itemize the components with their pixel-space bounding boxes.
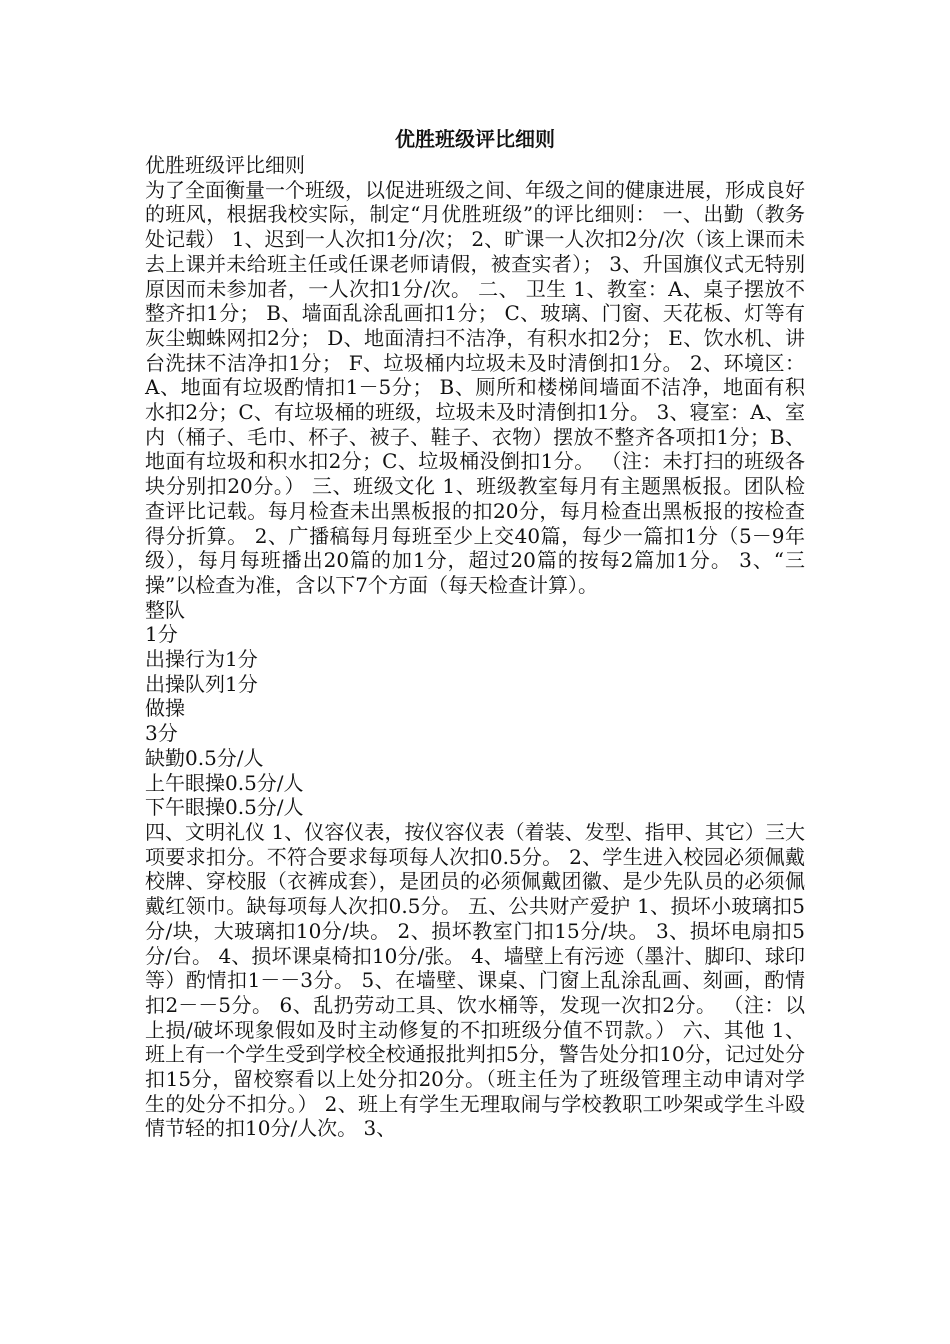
paragraph-intro: 为了全面衡量一个班级，以促进班级之间、年级之间的健康进展，形成良好的班风，根据我校实际，制定“月优胜班级”的评比细则： 一、出勤（教务处记载） 1、迟到一人次扣1分/次； 2、旷课一人次扣2分/次（该上课而未去上课并未给班主任或任课老师请假，被查实者）； 3、升国旗仪式无特别原因而未参加者，一人次扣1分/次。 二、 卫生 1、教室：A、桌子摆放不整齐扣1分； B、墙面乱涂乱画扣1分； C、玻璃、门窗、天花板、灯等有灰尘蜘蛛网扣2分； D、地面清扫不洁净，有积水扣2分； E、饮水机、讲台洗抹不洁净扣1分； F、垃圾桶内垃圾未及时清倒扣1分。 2、环境区：A、地面有垃圾酌情扣1－5分； B、厕所和楼梯间墙面不洁净，地面有积水扣2分；C、有垃圾桶的班级，垃圾未及时清倒扣1分。 3、寝室：A、室内（桶子、毛巾、杯子、被子、鞋子、衣物）摆放不整齐各项扣1分；B、地面有垃圾和积水扣2分；C、垃圾桶没倒扣1分。 （注：未打扫的班级各块分别扣20分。） 三、班级文化 1、班级教室每月有主题黑板报。团队检查评比记载。每月检查未出黑板报的扣20分，每月检查出黑板报的按检查得分折算。 2、广播稿每月每班至少上交40篇，每少一篇扣1分（5－9年级），每月每班播出20篇的加1分，超过20篇的按每2篇加1分。 3、“三操”以检查为准，含以下7个方面（每天检查计算）。: [145, 177, 805, 597]
list-item: 出操行为1分: [145, 647, 258, 672]
list-item: 整队: [145, 597, 185, 622]
list-item: 缺勤0.5分/人: [145, 745, 264, 770]
list-item: 做操: [145, 696, 185, 721]
list-item: 3分: [145, 721, 178, 746]
paragraph-rest: 四、文明礼仪 1、仪容仪表，按仪容仪表（着装、发型、指甲、其它）三大项要求扣分。不符合要求每项每人次扣0.5分。 2、学生进入校园必须佩戴校牌、穿校服（衣裤成套），是团员的必须佩戴团徽、是少先队员的必须佩戴红领巾。缺每项每人次扣0.5分。 五、公共财产爱护 1、损坏小玻璃扣5分/块，大玻璃扣10分/块。 2、损坏教室门扣15分/块。 3、损坏电扇扣5分/台。 4、损坏课桌椅扣10分/张。 4、墙壁上有污迹（墨汁、脚印、球印等）酌情扣1－－3分。 5、在墙壁、课桌、门窗上乱涂乱画、刻画，酌情扣2－－5分。 6、乱扔劳动工具、饮水桶等，发现一次扣2分。 （注：以上损/破坏现象假如及时主动修复的不扣班级分值不罚款。） 六、其他 1、班上有一个学生受到学校全校通报批判扣5分，警告处分扣10分，记过处分扣15分，留校察看以上处分扣20分。（班主任为了班级管理主动申请对学生的处分不扣分。） 2、班上有学生无理取闹与学校教职工吵架或学生斗殴情节轻的扣10分/人次。 3、: [145, 819, 805, 1141]
list-item: 1分: [145, 622, 178, 647]
list-item: 上午眼操0.5分/人: [145, 770, 304, 795]
list-item: 出操队列1分: [145, 671, 258, 696]
document-subtitle: 优胜班级评比细则: [145, 153, 305, 177]
document-page: [145, 125, 805, 1141]
list-item: 下午眼操0.5分/人: [145, 795, 304, 820]
document-title: 优胜班级评比细则: [395, 127, 555, 151]
